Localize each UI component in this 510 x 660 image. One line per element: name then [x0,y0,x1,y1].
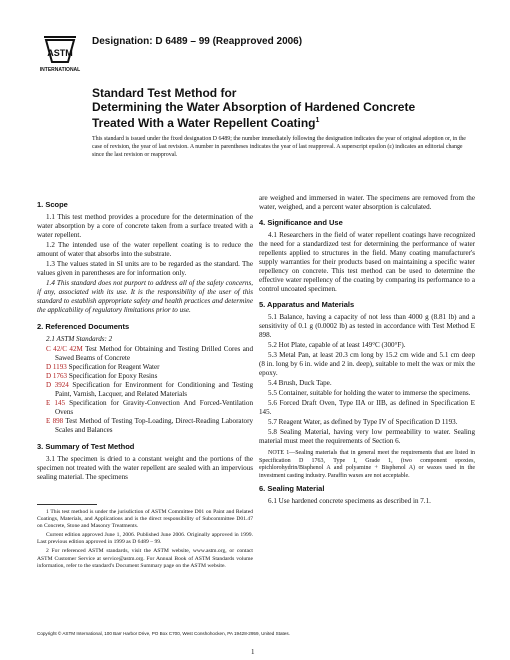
title-line-1: Standard Test Method for [92,86,237,100]
svg-text:INTERNATIONAL: INTERNATIONAL [39,67,81,73]
para-1-2: 1.2 The intended use of the water repellent coating is to reduce the amount of water that absorbs into the substrate. [37,241,253,258]
section-apparatus-heading: 5. Apparatus and Materials [259,300,355,309]
reference-item[interactable]: E 145 Specification for Gravity-Convection And Forced-Ventilation Ovens [46,399,253,416]
para-5-3: 5.3 Metal Pan, at least 20.3 cm long by 15.2 cm wide and 5.1 cm deep (8 in. long by 6 in. wide and 2 in. deep), suitable to melt the wax or mix the epoxy. [259,351,475,377]
para-6-1: 6.1 Use hardened concrete specimens as described in 7.1. [268,497,431,505]
section-summary-heading: 3. Summary of Test Method [37,442,135,451]
copyright-line: Copyright © ASTM International, 100 Barr Harbor Drive, PO Box C700, West Conshohocken, PA 19428-2959, United States. [37,631,290,636]
reference-item[interactable]: C 42/C 42M Test Method for Obtaining and Testing Drilled Cores and Sawed Beams of Concrete [46,345,253,362]
reference-item[interactable]: D 3924 Specification for Environment for Conditioning and Testing Paint, Varnish, Lacquer, and Related Materials [46,381,253,398]
footnote-rule [37,504,97,505]
right-column [259,194,475,507]
para-5-7: 5.7 Reagent Water, as defined by Type IV of Specification D 1193. [268,418,458,426]
para-5-4: 5.4 Brush, Duck Tape. [268,379,332,387]
svg-text:ASTM: ASTM [47,48,73,58]
para-5-1: 5.1 Balance, having a capacity of not less than 4000 g (8.81 lb) and a sensitivity of 0.1 g (0.0002 lb) as tested in accordance with Test Method E 898. [259,313,475,339]
para-1-4: 1.4 This standard does not purport to address all of the safety concerns, if any, associated with its use. It is the responsibility of the user of this standard to establish appropriate safety and health practices and determine the applicability of regulatory limitations prior to use. [37,279,253,314]
reference-item[interactable]: D 1763 Specification for Epoxy Resins [46,372,158,380]
title-line-3: Treated With a Water Repellent Coating$^1$ [92,116,320,130]
designation: Designation: D 6489 – 99 (Reapproved 2006) [92,36,303,47]
document-title [92,86,492,130]
section-significance-heading: 4. Significance and Use [259,218,343,227]
footnotes [37,504,253,572]
astm-logo [38,32,82,74]
reference-item[interactable]: E 898 Test Method of Testing Top-Loading, Direct-Reading Laboratory Scales and Balances [46,417,254,434]
para-5-6: 5.6 Forced Draft Oven, Type IIA or IIB, as defined in Specification E 145. [259,399,475,416]
para-2-1: 2.1 ASTM Standards: 2 [46,335,113,343]
left-column [37,196,253,483]
section-scope-heading: 1. Scope [37,200,68,209]
issuance-notice: This standard is issued under the fixed designation D 6489; the number immediately following the designation indicates the year of original adoption or, in the case of revision, the year of last revision. A number in parentheses indicates the year of last reapproval. A superscript epsilon (ε) indicates an editorial change since the last revision or reapproval. [92,136,466,158]
para-3-1-cont: are weighed and immersed in water. The specimens are removed from the water, weighed, and a percent water absorption is calculated. [259,194,475,211]
footnote-2: 2 For referenced ASTM standards, visit the ASTM website, www.astm.org, or contact ASTM Customer Service at service@astm.org. For Annual Book of ASTM Standards volume information, refer to the standard's Document Summary page on the ASTM website. [37,548,253,569]
section-referenced-heading: 2. Referenced Documents [37,322,130,331]
para-5-2: 5.2 Hot Plate, capable of at least 149°C (300°F). [268,341,406,349]
page-number: 1 [251,648,255,656]
para-1-3: 1.3 The values stated in SI units are to be regarded as the standard. The values given in parentheses are for information only. [37,260,253,277]
title-line-2: Determining the Water Absorption of Hardened Concrete [92,100,416,114]
para-3-1: 3.1 The specimen is dried to a constant weight and the portions of the specimen not treated with the water repellent are sealed with an impervious sealing material. The specimens [37,455,253,481]
reference-item[interactable]: D 1193 Specification for Reagent Water [46,363,160,371]
footnote-1: 1 This test method is under the jurisdiction of ASTM Committee D01 on Paint and Related Coatings, Materials, and Applications and is the direct responsibility of Subcommittee D01.47 on Concrete, Stone and Masonry Treatments. [37,509,253,530]
section-sealing-heading: 6. Sealing Material [259,484,325,493]
note-1: NOTE 1—Sealing materials that in general meet the requirements that are listed in Specification D 1763, Type I, Grade 1, (two component epoxies, epichlorohydrin/Bisphenol A and polyamine + Bisphenol A) or waxes used in the investment casting industry. Paraffin waxes are not acceptable. [259,450,475,479]
para-5-8: 5.8 Sealing Material, having very low permeability to water. Sealing material must meet the requirements of Section 6. [259,428,475,445]
para-4-1: 4.1 Researchers in the field of water repellent coatings have recognized the need for a standardized test for determining the performance of water repellents applied to structures in the field. Many coating manufacturer's supply warranties for their products based on maintaining a specific water repellency on concrete. This test method can be used to determine the effective water repellency of the coating by comparing its performance to a control uncoated specimen. [259,231,475,293]
footnote-1b: Current edition approved June 1, 2006. Published June 2006. Originally approved in 1999. Last previous edition approved in 1999 as D 6489 – 99. [37,532,253,546]
para-5-5: 5.5 Container, suitable for holding the water to immerse the specimens. [268,389,471,397]
para-1-1: 1.1 This test method provides a procedure for the determination of the water absorption by a core of concrete taken from a surface treated with a water repellent. [37,213,253,239]
